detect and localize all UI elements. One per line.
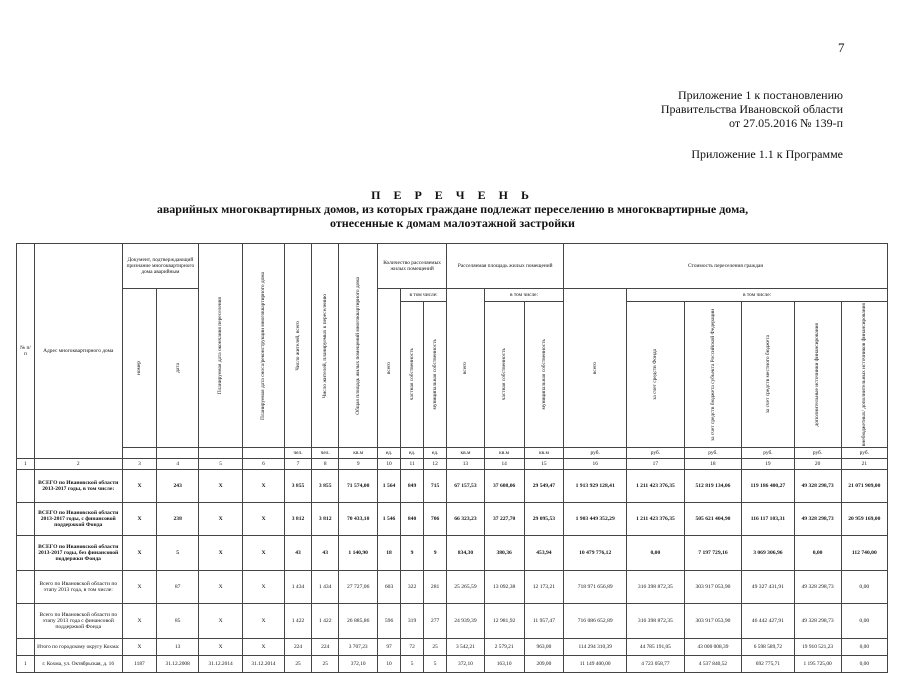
cell-col-9: 71 574,00 [339,470,378,503]
unit-cell: руб. [794,448,841,459]
cell-col-12: 25 [424,639,447,656]
cell-col-10: 10 [378,656,401,673]
column-number: 9 [339,459,378,470]
cell-col-19: 6 598 589,72 [742,639,794,656]
cell-col-13: 66 323,23 [447,503,485,536]
header-local: за счет средств местного бюджета [764,335,771,414]
unit-cell: кв.м [339,448,378,459]
header-municipal: муниципальная собственность [431,339,438,410]
header-rooms: Количество расселяемых жилых помещений [378,244,447,289]
cell-col-6: X [243,571,285,604]
row-number [17,503,35,536]
unit-cell: чел. [312,448,339,459]
column-number: 3 [122,459,157,470]
cell-col-18: 4 537 840,52 [684,656,742,673]
cell-col-6: 31.12.2014 [243,656,285,673]
column-number: 4 [157,459,199,470]
cell-col-4: 31.12.2008 [157,656,199,673]
unit-cell: руб. [841,448,887,459]
cell-col-6: X [243,470,285,503]
cell-col-3: X [122,470,157,503]
header-cost-total: всего [592,362,599,375]
unit-cell: руб. [684,448,742,459]
cell-col-19: 119 186 400,27 [742,470,794,503]
cell-col-11: 9 [401,536,424,571]
header-cost-incl: в том числе: [627,289,888,302]
cell-col-5: 31.12.2014 [199,656,243,673]
cell-col-5: X [199,470,243,503]
column-number: 8 [312,459,339,470]
header-rooms-total: всего [385,362,392,375]
cell-col-10: 18 [378,536,401,571]
table-row [17,571,888,604]
cell-col-21: 20 959 169,00 [841,503,887,536]
cell-col-10: 596 [378,604,401,639]
header-area: Общая площадь жилых помещений многоквартирного дома [355,276,362,415]
cell-col-18: 303 917 053,90 [684,604,742,639]
cell-col-6: X [243,639,285,656]
cell-col-11: 5 [401,656,424,673]
header-residents-move: Число жителей, планируемых к переселению [322,293,329,398]
header-row [17,289,888,302]
header-regional: за счет средств бюджета субъекта Российской Федерации [709,308,716,441]
column-number: 19 [742,459,794,470]
cell-col-9: 70 433,10 [339,503,378,536]
header-area-total: всего [462,362,469,375]
header-doc-number: номер [136,361,143,376]
cell-col-7: 224 [284,639,311,656]
row-number [17,571,35,604]
page-number: 7 [838,40,845,55]
row-label: г. Кохма, ул. Октябрьская, д. 16 [34,656,122,673]
unit-cell: руб. [564,448,627,459]
cell-col-13: 834,30 [447,536,485,571]
column-number: 20 [794,459,841,470]
cell-col-8: 3 855 [312,470,339,503]
cell-col-12: 277 [424,604,447,639]
cell-col-17: 0,00 [627,536,685,571]
cell-col-14: 13 092,38 [484,571,524,604]
cell-col-20: 49 328 298,73 [794,571,841,604]
unit-cell: ед. [401,448,424,459]
cell-col-18: 7 197 729,16 [684,536,742,571]
cell-col-3: X [122,639,157,656]
cell-col-7: 1 434 [284,571,311,604]
header-residents: Число жителей, всего [294,320,301,371]
cell-col-7: 3 812 [284,503,311,536]
cell-col-18: 505 621 404,90 [684,503,742,536]
title-line: аварийных многоквартирных домов, из которых граждане подлежат переселению в многоквартирные дома, [156,202,749,216]
cell-col-21: 21 071 909,00 [841,470,887,503]
cell-col-7: 43 [284,536,311,571]
appendix-header [661,88,843,130]
column-number: 15 [524,459,564,470]
cell-col-18: 303 917 053,90 [684,571,742,604]
cell-col-11: 322 [401,571,424,604]
cell-col-21: 0,00 [841,571,887,604]
cell-col-17: 4 723 058,77 [627,656,685,673]
cell-col-17: 316 398 872,35 [627,604,685,639]
appendix-line: от 27.05.2016 № 139-п [729,116,843,130]
table-row [17,656,888,673]
column-number: 5 [199,459,243,470]
cell-col-16: 1 913 929 128,41 [564,470,627,503]
title-line: отнесенные к домам малоэтажной застройки [330,216,575,230]
cell-col-20: 1 195 725,00 [794,656,841,673]
row-label: ВСЕГО по Ивановской области 2013-2017 годы, в том числе: [34,470,122,503]
column-number: 13 [447,459,485,470]
cell-col-14: 380,36 [484,536,524,571]
cell-col-15: 209,00 [524,656,564,673]
cell-col-20: 49 328 298,73 [794,604,841,639]
cell-col-3: 1187 [122,656,157,673]
unit-cell: ед. [378,448,401,459]
cell-col-19: 46 442 427,91 [742,604,794,639]
cell-col-13: 24 939,39 [447,604,485,639]
cell-col-4: 5 [157,536,199,571]
appendix-program: Приложение 1.1 к Программе [691,147,843,161]
unit-cell: ед. [424,448,447,459]
cell-col-11: 849 [401,470,424,503]
cell-col-15: 12 173,21 [524,571,564,604]
cell-col-12: 706 [424,503,447,536]
row-number [17,470,35,503]
unit-cell: кв.м [484,448,524,459]
cell-col-5: X [199,604,243,639]
column-number: 6 [243,459,285,470]
cell-col-8: 3 812 [312,503,339,536]
cell-col-16: 114 294 310,39 [564,639,627,656]
header-planned-end: Планируемая дата окончания переселения [217,297,224,395]
cell-col-4: 87 [157,571,199,604]
cell-col-14: 37 608,06 [484,470,524,503]
header-cost: Стоимость переселения граждан [564,244,888,289]
row-number [17,536,35,571]
unit-cell: чел. [284,448,311,459]
cell-col-15: 11 957,47 [524,604,564,639]
cell-col-9: 26 885,86 [339,604,378,639]
cell-col-20: 0,00 [794,536,841,571]
cell-col-10: 97 [378,639,401,656]
cell-col-6: X [243,536,285,571]
document-title [0,188,905,230]
appendix-line: Приложение 1 к постановлению [677,88,843,102]
cell-col-15: 29 095,53 [524,503,564,536]
header-area-incl: в том числе: [484,289,564,302]
cell-col-3: X [122,571,157,604]
column-number: 10 [378,459,401,470]
header-fund: за счет средств Фонда [652,349,659,400]
row-number [17,639,35,656]
cell-col-3: X [122,536,157,571]
cell-col-5: X [199,536,243,571]
header-nonbudget: внебюджетных/ дополнительных источников финансирования [861,303,868,447]
column-number: 12 [424,459,447,470]
cell-col-21: 0,00 [841,604,887,639]
cell-col-10: 603 [378,571,401,604]
cell-col-9: 27 727,06 [339,571,378,604]
header-rooms-incl: в том числе: [401,289,447,302]
cell-col-7: 25 [284,656,311,673]
appendix-line: Правительства Ивановской области [660,102,843,116]
cell-col-18: 43 000 008,39 [684,639,742,656]
column-number: 1 [17,459,35,470]
header-address: Адрес многоквартирного дома [34,244,122,459]
cell-col-11: 319 [401,604,424,639]
cell-col-6: X [243,604,285,639]
cell-col-4: 238 [157,503,199,536]
cell-col-10: 1 546 [378,503,401,536]
header-planned-demolition: Планируемая дата сноса/реконструкции многоквартирного дома [260,271,267,420]
column-numbers-row [17,459,888,470]
cell-col-8: 224 [312,639,339,656]
table-row [17,604,888,639]
table-row [17,503,888,536]
table-row [17,470,888,503]
column-number: 21 [841,459,887,470]
cell-col-17: 1 211 423 376,35 [627,503,685,536]
cell-col-19: 3 069 306,96 [742,536,794,571]
unit-cell: кв.м [447,448,485,459]
unit-cell: руб. [742,448,794,459]
cell-col-19: 692 775,71 [742,656,794,673]
cell-col-16: 1 903 449 352,29 [564,503,627,536]
cell-col-21: 0,00 [841,639,887,656]
header-num: № п/п [17,244,35,459]
cell-col-17: 44 785 191,05 [627,639,685,656]
table-row [17,536,888,571]
title-heading: П Е Р Е Ч Е Н Ь [371,188,534,202]
cell-col-11: 72 [401,639,424,656]
column-number: 2 [34,459,122,470]
cell-col-16: 718 971 656,89 [564,571,627,604]
cell-col-5: X [199,503,243,536]
cell-col-18: 512 819 134,06 [684,470,742,503]
unit-cell: кв.м [524,448,564,459]
row-label: ВСЕГО по Ивановской области 2013-2017 годы, с финансовой поддержкой Фонда [34,503,122,536]
header-document: Документ, подтверждающий признание многоквартирного дома аварийным [122,244,198,289]
column-number: 14 [484,459,524,470]
cell-col-16: 716 086 652,89 [564,604,627,639]
header-area-resettled: Расселяемая площадь жилых помещений [447,244,564,289]
header-extra: дополнительные источники финансирования [814,322,821,427]
cell-col-15: 453,94 [524,536,564,571]
cell-col-8: 43 [312,536,339,571]
column-number: 7 [284,459,311,470]
cell-col-14: 163,10 [484,656,524,673]
row-label: Всего по Ивановской области по этапу 2013 года, в том числе: [34,571,122,604]
cell-col-14: 12 981,92 [484,604,524,639]
cell-col-8: 1 422 [312,604,339,639]
cell-col-12: 715 [424,470,447,503]
column-number: 18 [684,459,742,470]
cell-col-14: 37 227,70 [484,503,524,536]
cell-col-11: 840 [401,503,424,536]
row-number [17,604,35,639]
cell-col-13: 25 265,59 [447,571,485,604]
cell-col-12: 281 [424,571,447,604]
cell-col-5: X [199,639,243,656]
cell-col-12: 5 [424,656,447,673]
cell-col-3: X [122,503,157,536]
cell-col-12: 9 [424,536,447,571]
row-label: ВСЕГО по Ивановской области 2013-2017 годы, без финансовой поддержки Фонда [34,536,122,571]
header-private: частная собственность [501,348,508,401]
cell-col-13: 372,10 [447,656,485,673]
cell-col-9: 1 140,90 [339,536,378,571]
header-municipal: муниципальная собственность [540,339,547,410]
cell-col-19: 49 327 431,91 [742,571,794,604]
column-number: 11 [401,459,424,470]
units-row [17,448,888,459]
cell-col-5: X [199,571,243,604]
cell-col-9: 372,10 [339,656,378,673]
cell-col-10: 1 564 [378,470,401,503]
row-number: 1 [17,656,35,673]
cell-col-15: 29 549,47 [524,470,564,503]
cell-col-4: 243 [157,470,199,503]
column-number: 16 [564,459,627,470]
cell-col-13: 67 157,53 [447,470,485,503]
cell-col-9: 3 707,23 [339,639,378,656]
cell-col-6: X [243,503,285,536]
header-doc-date: дата [174,363,181,374]
cell-col-15: 963,00 [524,639,564,656]
cell-col-16: 10 479 776,12 [564,536,627,571]
cell-col-8: 1 434 [312,571,339,604]
cell-col-16: 11 149 400,00 [564,656,627,673]
resettlement-table [16,243,888,673]
cell-col-14: 2 579,21 [484,639,524,656]
unit-cell: руб. [627,448,685,459]
cell-col-8: 25 [312,656,339,673]
cell-col-17: 316 398 872,35 [627,571,685,604]
cell-col-21: 112 740,00 [841,536,887,571]
table-row [17,639,888,656]
cell-col-21: 0,00 [841,656,887,673]
cell-col-7: 3 855 [284,470,311,503]
cell-col-13: 3 542,21 [447,639,485,656]
cell-col-3: X [122,604,157,639]
row-label: Всего по Ивановской области по этапу 2013 года с финансовой поддержкой Фонда [34,604,122,639]
header-row [17,244,888,289]
cell-col-4: 13 [157,639,199,656]
cell-col-20: 49 328 298,73 [794,470,841,503]
cell-col-17: 1 211 423 376,35 [627,470,685,503]
cell-col-19: 116 117 103,31 [742,503,794,536]
cell-col-20: 19 910 521,23 [794,639,841,656]
cell-col-20: 49 328 298,73 [794,503,841,536]
header-private: частная собственность [408,348,415,401]
cell-col-7: 1 422 [284,604,311,639]
column-number: 17 [627,459,685,470]
cell-col-4: 85 [157,604,199,639]
row-label: Итого по городскому округу Кохма: [34,639,122,656]
